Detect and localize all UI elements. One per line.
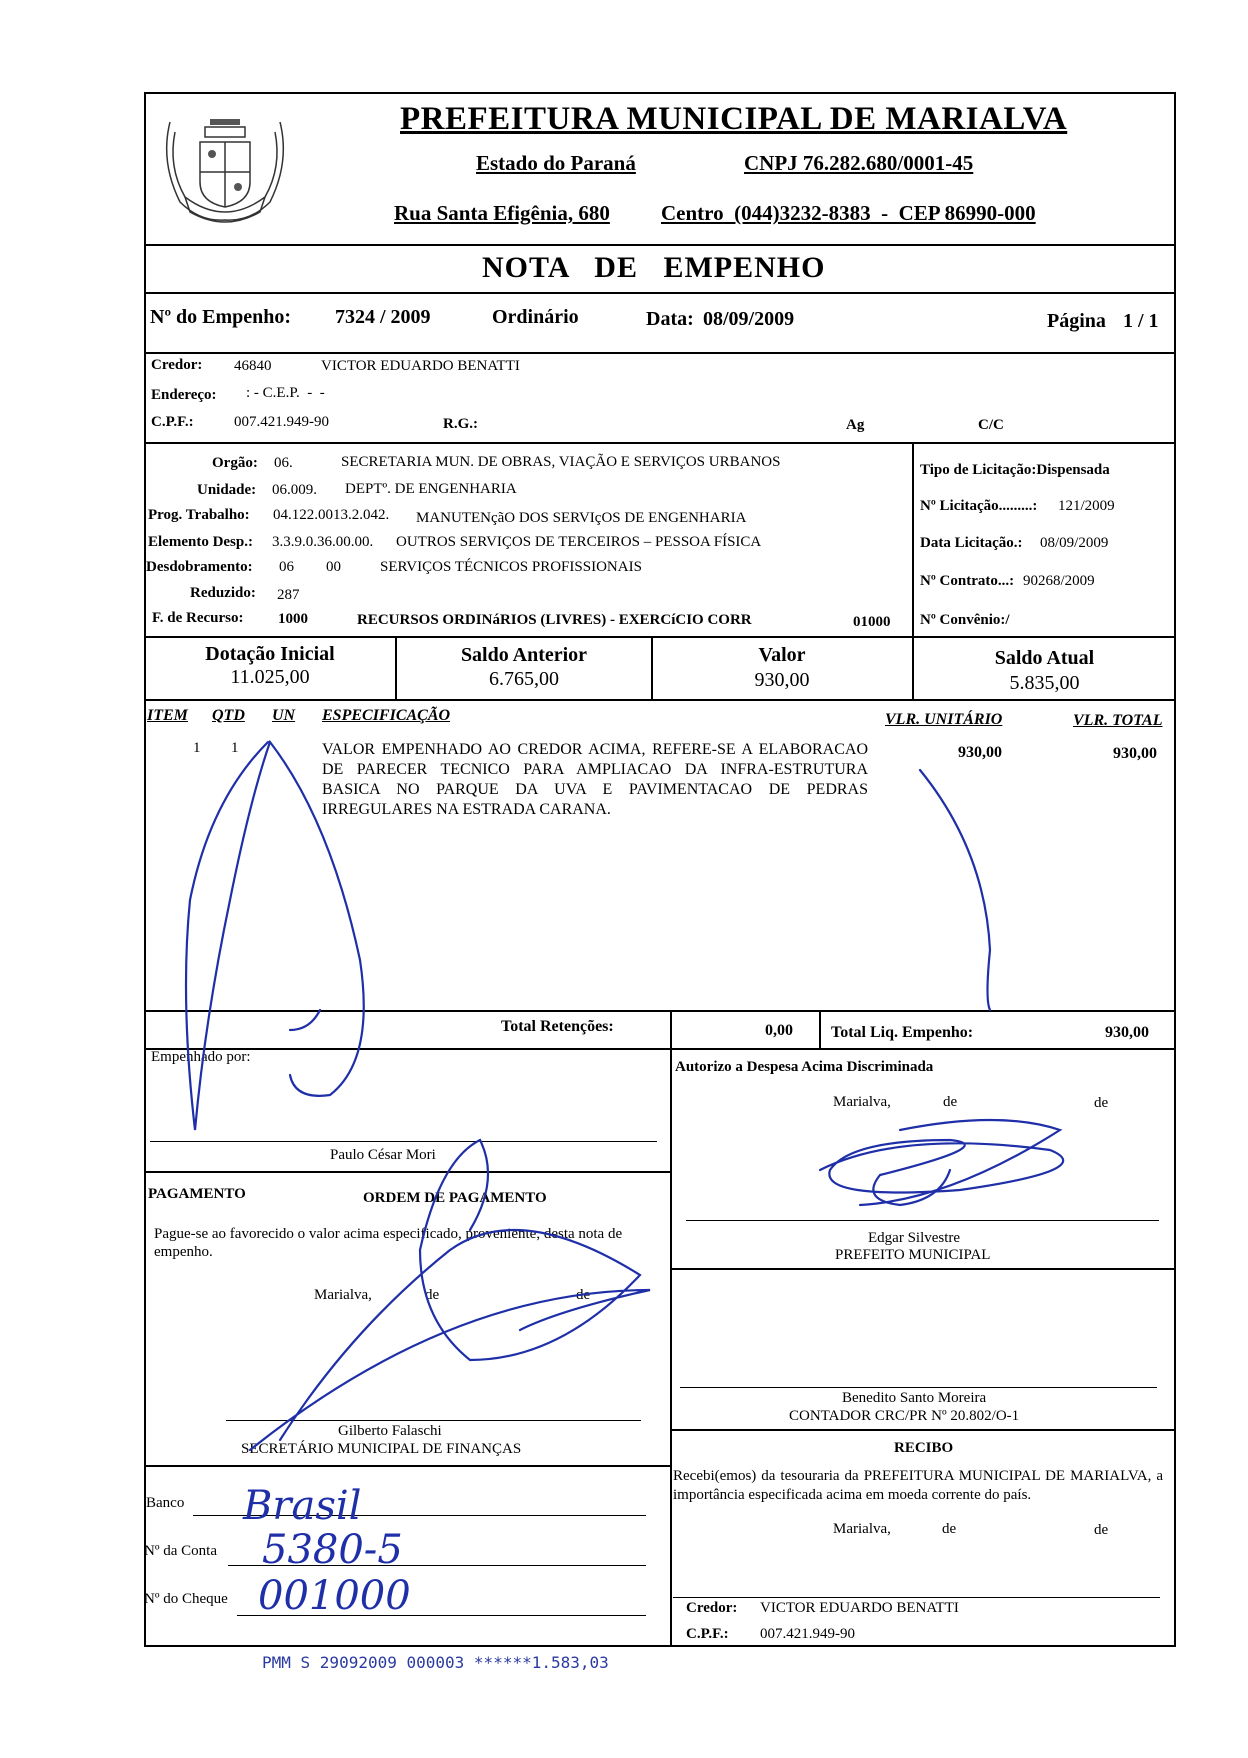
divider — [144, 442, 1176, 444]
cnpj: CNPJ 76.282.680/0001-45 — [744, 151, 974, 175]
spec-header: ESPECIFICAÇÃO — [322, 707, 451, 724]
secretario-name: Gilberto Falaschi — [338, 1423, 442, 1439]
item-qtd: 1 — [231, 740, 239, 756]
contrato-value: 90268/2009 — [1023, 573, 1095, 589]
elemento-code: 3.3.9.0.36.00.00. — [272, 534, 374, 550]
recibo-text: Recebi(emos) da tesouraria da PREFEITURA MUNICIPAL DE MARIALVA, a importância especificada acima em moeda corrente do país. — [673, 1468, 1163, 1503]
agencia-label: Ag — [846, 417, 865, 433]
endereco-label: Endereço: — [151, 387, 217, 403]
recurso-label: F. de Recurso: — [152, 610, 244, 626]
contrato-label: Nº Contrato...: — [920, 573, 1015, 589]
liquido-value: 930,00 — [1105, 1024, 1149, 1041]
credor-label: Credor: — [151, 357, 203, 373]
recurso-code: 1000 — [278, 611, 308, 627]
divider — [144, 352, 1176, 354]
qtd-header: QTD — [212, 707, 245, 724]
saldo-anterior-value: 6.765,00 — [489, 668, 559, 690]
endereco-value: : - C.E.P. - - — [246, 385, 325, 401]
recibo-city: Marialva, — [833, 1521, 891, 1537]
licitacao-data: 08/09/2009 — [1040, 535, 1109, 551]
divider — [144, 244, 1176, 246]
unidade-label: Unidade: — [197, 482, 257, 498]
signature-line — [673, 1597, 1160, 1598]
address: Rua Santa Efigênia, 680 — [394, 201, 610, 225]
valor-value: 930,00 — [754, 669, 810, 691]
district-phone-cep: Centro (044)3232-8383 - CEP 86990-000 — [661, 201, 1036, 225]
banco-label: Banco — [146, 1495, 185, 1511]
desdobramento-label: Desdobramento: — [146, 559, 253, 575]
item-spec: VALOR EMPENHADO AO CREDOR ACIMA, REFERE-SE A ELABORACAO DE PARECER TECNICO PARA AMPLIACAO DA INFRA-ESTRUTURA BASICA NO PARQUE DA UVA E PAVIMENTACAO DE PEDRAS IRREGULARES NA ESTRADA CARANA. — [322, 741, 868, 818]
un-header: UN — [272, 707, 296, 724]
divider — [671, 1268, 1176, 1270]
empenhado-label: Empenhado por: — [151, 1049, 251, 1065]
empenho-number-label: Nº do Empenho: — [150, 306, 292, 328]
recibo-credor: VICTOR EDUARDO BENATTI — [760, 1600, 959, 1616]
dotacao-label: Dotação Inicial — [205, 643, 335, 665]
divider — [144, 699, 1176, 701]
credor-code: 46840 — [234, 358, 272, 374]
conta-corrente-label: C/C — [978, 417, 1004, 433]
licitacao-tipo: Tipo de Licitação:Dispensada — [920, 462, 1110, 478]
item-total-value: 930,00 — [1113, 745, 1157, 762]
divider — [671, 1429, 1176, 1431]
licitacao-numero: 121/2009 — [1058, 498, 1115, 514]
state-name: Estado do Paraná — [476, 151, 636, 175]
reduzido-label: Reduzido: — [190, 585, 256, 601]
page-title: PREFEITURA MUNICIPAL DE MARIALVA — [400, 101, 1068, 137]
divider — [144, 636, 1176, 638]
cpf-value: 007.421.949-90 — [234, 414, 329, 430]
secretario-role: SECRETÁRIO MUNICIPAL DE FINANÇAS — [241, 1441, 522, 1457]
orgao-name: SECRETARIA MUN. DE OBRAS, VIAÇÃO E SERVIÇOS URBANOS — [341, 454, 781, 470]
recibo-de-2: de — [1094, 1522, 1109, 1538]
reduzido-value: 287 — [277, 587, 300, 603]
divider — [819, 1011, 821, 1049]
cheque-handwritten: 001000 — [258, 1573, 411, 1619]
unidade-code: 06.009. — [272, 482, 317, 498]
empenho-date: 08/09/2009 — [703, 308, 795, 330]
signature-line — [686, 1220, 1159, 1221]
conta-label: Nº da Conta — [144, 1543, 217, 1559]
recibo-de-1: de — [942, 1521, 957, 1537]
cpf-label: C.P.F.: — [151, 414, 194, 430]
unit-header: VLR. UNITÁRIO — [885, 711, 1003, 728]
recibo-label: RECIBO — [894, 1440, 954, 1456]
credor-name: VICTOR EDUARDO BENATTI — [321, 358, 520, 374]
convenio-label: Nº Convênio:/ — [920, 612, 1010, 628]
item-number: 1 — [193, 740, 201, 756]
pagamento-city: Marialva, — [314, 1287, 372, 1303]
banco-handwritten: Brasil — [243, 1483, 362, 1529]
signature-line — [680, 1387, 1157, 1388]
orgao-label: Orgão: — [212, 455, 258, 471]
desdobramento-b: 00 — [326, 559, 341, 575]
liquido-label: Total Liq. Empenho: — [831, 1024, 974, 1041]
valor-label: Valor — [758, 644, 806, 666]
divider — [670, 1011, 672, 1049]
retencoes-value: 0,00 — [765, 1022, 793, 1039]
saldo-anterior-label: Saldo Anterior — [460, 644, 588, 666]
elemento-name: OUTROS SERVIÇOS DE TERCEIROS – PESSOA FÍSICA — [396, 534, 762, 550]
ordem-pagamento-label: ORDEM DE PAGAMENTO — [363, 1190, 547, 1206]
divider — [144, 1171, 671, 1173]
orgao-code: 06. — [274, 455, 293, 471]
signature-line — [226, 1420, 641, 1421]
recibo-cpf-label: C.P.F.: — [686, 1626, 729, 1642]
contador-role: CONTADOR CRC/PR Nº 20.802/O-1 — [789, 1408, 1020, 1424]
prog-code: 04.122.0013.2.042. — [273, 507, 390, 523]
desdobramento-name: SERVIÇOS TÉCNICOS PROFISSIONAIS — [380, 559, 642, 575]
item-header: ITEM — [147, 707, 188, 724]
page-number: 1 / 1 — [1123, 310, 1159, 332]
conta-handwritten: 5380-5 — [262, 1527, 403, 1573]
recibo-credor-label: Credor: — [686, 1600, 738, 1616]
autorizo-city: Marialva, — [833, 1094, 891, 1110]
prog-label: Prog. Trabalho: — [148, 507, 250, 523]
prefeito-name: Edgar Silvestre — [868, 1230, 961, 1246]
pagamento-label: PAGAMENTO — [148, 1186, 246, 1202]
rg-label: R.G.: — [443, 416, 478, 432]
divider — [670, 1049, 672, 1647]
pagamento-de-2: de — [576, 1287, 591, 1303]
licitacao-data-label: Data Licitação.: — [920, 535, 1023, 551]
contador-name: Benedito Santo Moreira — [842, 1390, 987, 1406]
footer-code: PMM S 29092009 000003 ******1.583,03 — [262, 1653, 609, 1672]
recurso-name: RECURSOS ORDINáRIOS (LIVRES) - EXERCíCIO CORR — [357, 612, 752, 628]
total-header: VLR. TOTAL — [1073, 712, 1163, 729]
recibo-cpf: 007.421.949-90 — [760, 1626, 855, 1642]
recurso-ref: 01000 — [853, 614, 891, 630]
unidade-name: DEPTº. DE ENGENHARIA — [345, 481, 517, 497]
page-label: Página — [1047, 310, 1106, 332]
empenhado-signer: Paulo César Mori — [330, 1147, 436, 1163]
pagamento-de-1: de — [425, 1287, 440, 1303]
empenho-date-label: Data: — [646, 308, 694, 330]
divider — [144, 1010, 1176, 1012]
retencoes-label: Total Retenções: — [501, 1018, 614, 1035]
autorizo-de-2: de — [1094, 1095, 1109, 1111]
divider — [144, 1465, 671, 1467]
autorizo-label: Autorizo a Despesa Acima Discriminada — [675, 1059, 934, 1075]
prog-name: MANUTENçãO DOS SERVIçOS DE ENGENHARIA — [416, 510, 747, 526]
divider — [144, 292, 1176, 294]
elemento-label: Elemento Desp.: — [148, 534, 253, 550]
signature-line — [150, 1141, 657, 1142]
divider — [144, 1048, 1176, 1050]
document-title: NOTA DE EMPENHO — [482, 251, 826, 284]
item-unit-value: 930,00 — [958, 744, 1002, 761]
dotacao-value: 11.025,00 — [230, 666, 310, 688]
pagamento-text: Pague-se ao favorecido o valor acima especificado, proveniente, desta nota de empenho. — [154, 1226, 623, 1260]
autorizo-de-1: de — [943, 1094, 958, 1110]
desdobramento-a: 06 — [279, 559, 294, 575]
cheque-label: Nº do Cheque — [144, 1591, 228, 1607]
saldo-atual-label: Saldo Atual — [994, 647, 1095, 669]
empenho-type: Ordinário — [492, 306, 579, 328]
coat-of-arms-icon — [150, 92, 300, 242]
prefeito-role: PREFEITO MUNICIPAL — [835, 1247, 991, 1263]
licitacao-numero-label: Nº Licitação.........: — [920, 498, 1038, 514]
saldo-atual-value: 5.835,00 — [1009, 672, 1080, 694]
empenho-number: 7324 / 2009 — [335, 306, 431, 328]
